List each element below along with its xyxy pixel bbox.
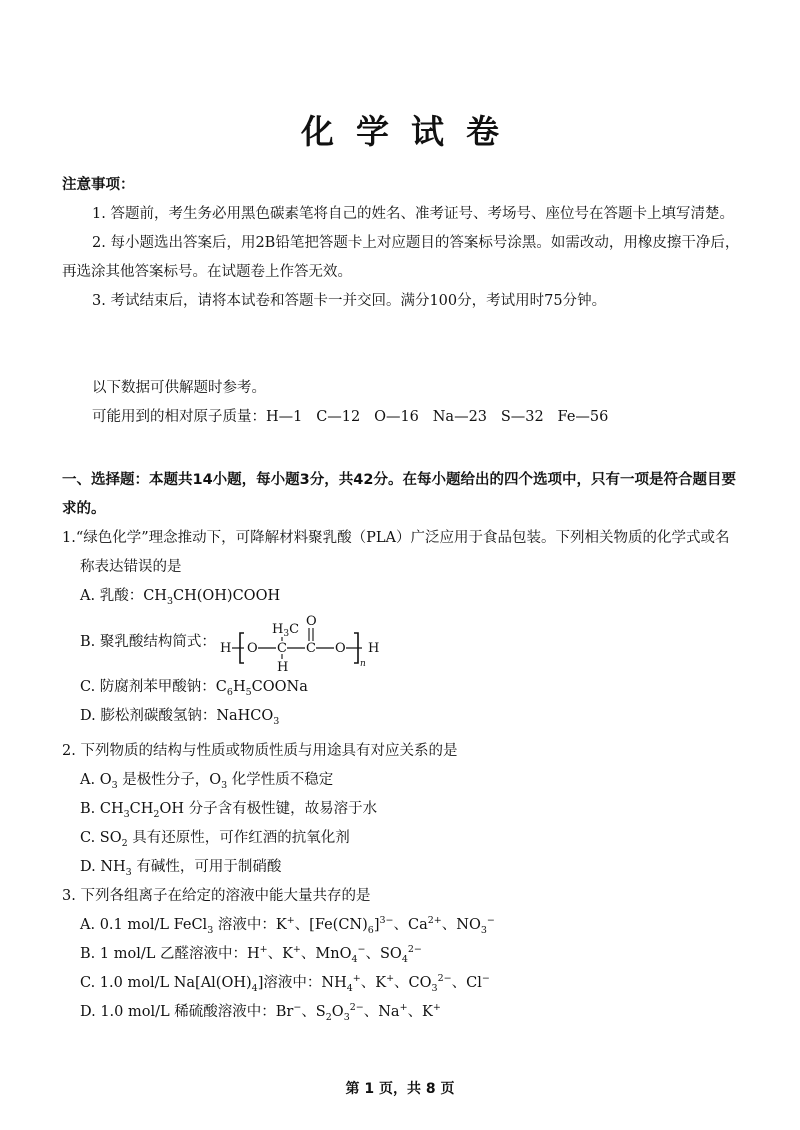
q1-option-b: B. 聚乳酸结构简式： H O C $H_3C$ H C O O n H (62, 611, 742, 673)
notes-block (62, 171, 742, 316)
page-title: 化学试卷 (301, 112, 521, 151)
notes-heading: 注意事项： (62, 177, 135, 193)
q3-option-d: D. 1.0 mol/L 稀硫酸溶液中：Br−、$S_2O_3^{2-}$、Na+、K+ (80, 1002, 441, 1023)
reference-block (92, 374, 742, 432)
q1-stem: 1.“绿色化学”理念推动下，可降解材料聚乳酸（PLA）广泛应用于食品包装。下列相关物质的化学式或名称表达错误的是 (62, 530, 730, 575)
note-item-3: 3. 考试结束后，请将本试卷和答题卡一并交回。满分100分，考试用时75分钟。 (92, 293, 607, 309)
note-item-1: 1. 答题前，考生务必用黑色碳素笔将自己的姓名、准考证号、考场号、座位号在答题卡上填写清楚。 (92, 206, 734, 222)
q2-option-c: C. $SO_2$ 具有还原性，可作红酒的抗氧化剂 (80, 830, 350, 849)
reference-line-1: 以下数据可供解题时参考。 (92, 380, 266, 396)
svg-text:C: C (306, 641, 317, 656)
q2-option-d: D. $NH_3$ 有碱性，可用于制硝酸 (80, 859, 282, 878)
q3-stem: 3. 下列各组离子在给定的溶液中能大量共存的是 (62, 888, 371, 904)
q1-option-d: D. 膨松剂碳酸氢钠：NaHCO$_3$ (80, 708, 280, 727)
svg-text:H: H (220, 641, 232, 656)
svg-text:H3C: $H_3C$ (272, 622, 300, 639)
svg-text:O: O (247, 641, 259, 656)
pla-structure-formula (220, 611, 390, 673)
svg-text:C: C (277, 641, 288, 656)
reference-line-2: 可能用到的相对原子质量：H—1 C—12 O—16 Na—23 S—32 Fe—56 (92, 409, 609, 425)
svg-text:O: O (306, 614, 318, 629)
note-item-2: 2. 每小题选出答案后，用2B铅笔把答题卡上对应题目的答案标号涂黑。如需改动，用橡皮擦干净后，再选涂其他答案标号。在试题卷上作答无效。 (62, 235, 740, 280)
q2-option-b: B. $CH_3CH_2OH$ 分子含有极性键，故易溶于水 (80, 801, 378, 820)
q1-option-a: A. 乳酸：$CH_3CH(OH)COOH$ (80, 588, 281, 607)
q3-option-c: C. 1.0 mol/L $Na[Al(OH)_4]$溶液中：$NH_4^+$、K+、$CO_3^{2-}$、Cl− (80, 973, 490, 994)
svg-text:H: H (368, 641, 380, 656)
question-3 (62, 882, 742, 1027)
svg-text:O: O (335, 641, 347, 656)
q3-option-b: B. 1 mol/L 乙醛溶液中：H+、K+、MnO$_4$−、$SO_4^{2-}$ (80, 944, 422, 965)
svg-text:H: H (277, 660, 289, 673)
q3-option-a: A. 0.1 mol/L FeCl$_3$ 溶液中：K+、$[Fe(CN)_6]^{3-}$、$Ca^{2+}$、$NO_3^-$ (80, 915, 495, 936)
q2-option-a: A. $O_3$ 是极性分子，$O_3$ 化学性质不稳定 (80, 772, 334, 791)
question-1 (62, 524, 742, 731)
section-1-heading: 一、选择题：本题共14小题，每小题3分，共42分。在每小题给出的四个选项中，只有一项是符合题目要求的。 (62, 472, 736, 517)
q2-stem: 2. 下列物质的结构与性质或物质性质与用途具有对应关系的是 (62, 743, 458, 759)
question-2 (62, 737, 742, 882)
page-footer: 第 1 页，共 8 页 (345, 1081, 455, 1097)
svg-text:n: n (360, 659, 367, 669)
q1-option-c: C. 防腐剂苯甲酸钠：$C_6H_5COONa$ (80, 679, 308, 698)
